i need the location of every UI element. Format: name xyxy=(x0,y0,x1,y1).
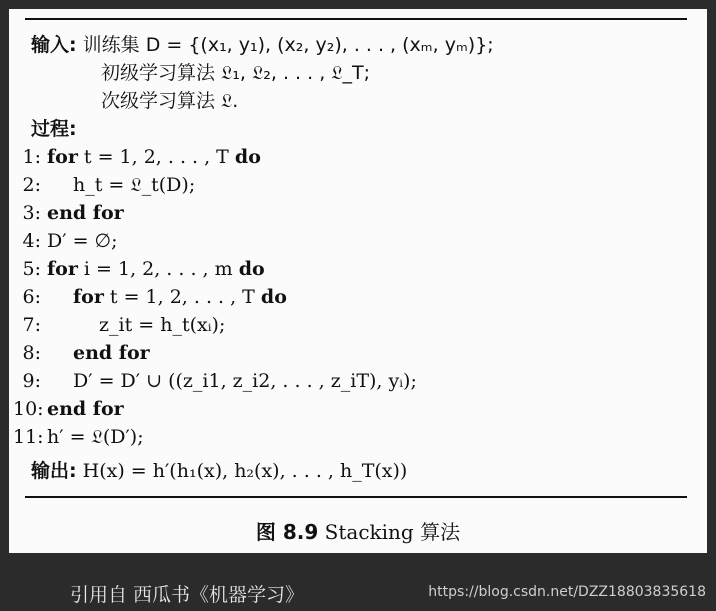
source-url[interactable]: https://blog.csdn.net/DZZ18803835618 xyxy=(428,584,706,600)
input-meta-learner: 次级学习算法 𝔏. xyxy=(101,90,239,112)
step-1 xyxy=(13,145,261,169)
step-9 xyxy=(13,369,417,393)
step-keyword-end: do xyxy=(234,146,261,168)
step-10 xyxy=(13,397,124,421)
step-number: 1: xyxy=(22,146,41,168)
step-number: 3: xyxy=(22,202,41,224)
step-keyword: for xyxy=(47,146,78,168)
input-line-2 xyxy=(101,61,370,85)
step-keyword: end for xyxy=(47,398,124,420)
input-label: 输入: xyxy=(31,34,77,56)
step-expr: z_it = h_t(xᵢ); xyxy=(99,314,226,336)
input-line-3 xyxy=(101,89,238,113)
step-5 xyxy=(13,257,265,281)
step-number: 10: xyxy=(13,398,44,420)
figure-number: 图 8.9 xyxy=(255,520,319,544)
step-keyword: end for xyxy=(47,202,124,224)
step-keyword: for xyxy=(47,258,78,280)
step-expr: h_t = 𝔏_t(D); xyxy=(73,174,196,196)
process-line xyxy=(31,117,77,141)
step-3 xyxy=(13,201,124,225)
input-line-1 xyxy=(31,33,494,57)
output-line xyxy=(31,459,407,483)
figure-title: Stacking 算法 xyxy=(324,520,461,544)
figure-caption xyxy=(9,519,707,545)
step-expr: D′ = ∅; xyxy=(47,230,118,252)
step-keyword-end: do xyxy=(238,258,265,280)
step-number: 6: xyxy=(22,286,41,308)
input-training-set: 训练集 D = {(x₁, y₁), (x₂, y₂), . . . , (xₘ, yₘ)}; xyxy=(82,34,494,56)
algorithm-figure xyxy=(9,9,707,553)
step-keyword-end: do xyxy=(260,286,287,308)
step-expr: h′ = 𝔏(D′); xyxy=(47,426,144,448)
output-expr: H(x) = h′(h₁(x), h₂(x), . . . , h_T(x)) xyxy=(76,460,408,482)
step-number: 5: xyxy=(22,258,41,280)
step-expr: i = 1, 2, . . . , m xyxy=(77,258,239,280)
step-11 xyxy=(13,425,144,449)
step-expr: t = 1, 2, . . . , T xyxy=(77,146,235,168)
step-2 xyxy=(13,173,195,197)
top-rule xyxy=(25,18,687,20)
step-number: 7: xyxy=(22,314,41,336)
step-number: 2: xyxy=(22,174,41,196)
source-citation: 引用自 西瓜书《机器学习》 xyxy=(70,584,305,606)
step-number: 11: xyxy=(13,426,44,448)
step-number: 8: xyxy=(22,342,41,364)
process-label: 过程: xyxy=(31,118,77,140)
step-4 xyxy=(13,229,118,253)
step-keyword: for xyxy=(73,286,104,308)
step-keyword: end for xyxy=(73,342,150,364)
step-expr: t = 1, 2, . . . , T xyxy=(103,286,261,308)
footer-bar xyxy=(0,553,716,611)
output-label: 输出: xyxy=(31,460,77,482)
step-number: 4: xyxy=(22,230,41,252)
step-expr: D′ = D′ ∪ ((z_i1, z_i2, . . . , z_iT), yᵢ); xyxy=(73,370,417,392)
step-8 xyxy=(13,341,150,365)
step-7 xyxy=(13,313,225,337)
input-base-learners: 初级学习算法 𝔏₁, 𝔏₂, . . . , 𝔏_T; xyxy=(101,62,371,84)
step-number: 9: xyxy=(22,370,41,392)
bottom-rule xyxy=(25,496,687,498)
step-6 xyxy=(13,285,287,309)
